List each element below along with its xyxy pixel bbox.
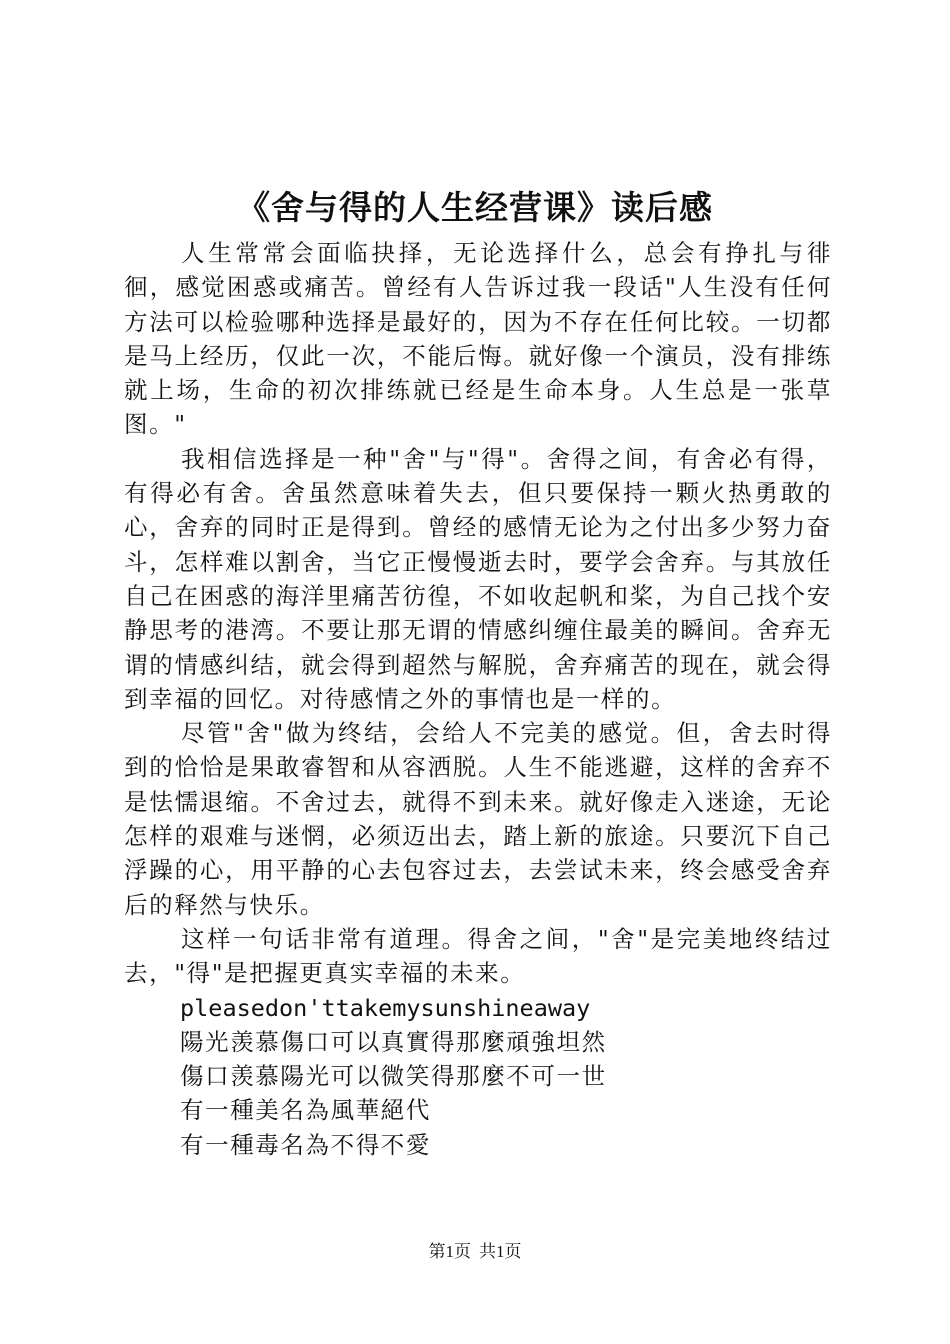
document-title: 《舍与得的人生经营课》读后感 [237, 188, 713, 227]
verse-line-4: 有一種美名為風華絕代 [180, 1096, 431, 1125]
paragraph-1: 人生常常会面临抉择，无论选择什么，总会有挣扎与徘徊，感觉困惑或痛苦。曾经有人告诉过我一段话"人生没有任何方法可以检验哪种选择是最好的，因为不存在任何比较。一切都是马上经历，仅此一次，不能后悔。就好像一个演员，没有排练就上场，生命的初次排练就已经是生命本身。人生总是一张草图。" [124, 239, 832, 439]
page-total: 共1页 [479, 1242, 522, 1261]
verse-block [124, 991, 832, 1162]
paragraph-3: 尽管"舍"做为终结，会给人不完美的感觉。但，舍去时得到的恰恰是果敢睿智和从容洒脱。人生不能逃避，这样的舍弃不是怯懦退缩。不舍过去，就得不到未来。就好像走入迷途，无论怎样的艰难与迷惘，必须迈出去，踏上新的旅途。只要沉下自己浮躁的心，用平静的心去包容过去，去尝试未来，终会感受舍弃后的释然与快乐。 [124, 719, 832, 919]
verse-line-1: pleasedon'ttakemysunshineaway [180, 993, 591, 1022]
page-footer [0, 1240, 950, 1264]
paragraph-2: 我相信选择是一种"舍"与"得"。舍得之间，有舍必有得，有得必有舍。舍虽然意味着失去，但只要保持一颗火热勇敢的心，舍弃的同时正是得到。曾经的感情无论为之付出多少努力奋斗，怎样难以割舍，当它正慢慢逝去时，要学会舍弃。与其放任自己在困惑的海洋里痛苦彷徨，不如收起帆和桨，为自己找个安静思考的港湾。不要让那无谓的情感纠缠住最美的瞬间。舍弃无谓的情感纠结，就会得到超然与解脱，舍弃痛苦的现在，就会得到幸福的回忆。对待感情之外的事情也是一样的。 [124, 444, 832, 713]
verse-line-2: 陽光羡慕傷口可以真實得那麼頑強坦然 [180, 1027, 607, 1056]
verse-line-3: 傷口羡慕陽光可以微笑得那麼不可一世 [180, 1062, 607, 1091]
document-body [124, 236, 832, 1162]
verse-line-5: 有一種毒名為不得不愛 [180, 1130, 431, 1159]
paragraph-4: 这样一句话非常有道理。得舍之间，"舍"是完美地终结过去，"得"是把握更真实幸福的未来。 [124, 924, 832, 988]
page-number: 第1页 [428, 1242, 471, 1261]
